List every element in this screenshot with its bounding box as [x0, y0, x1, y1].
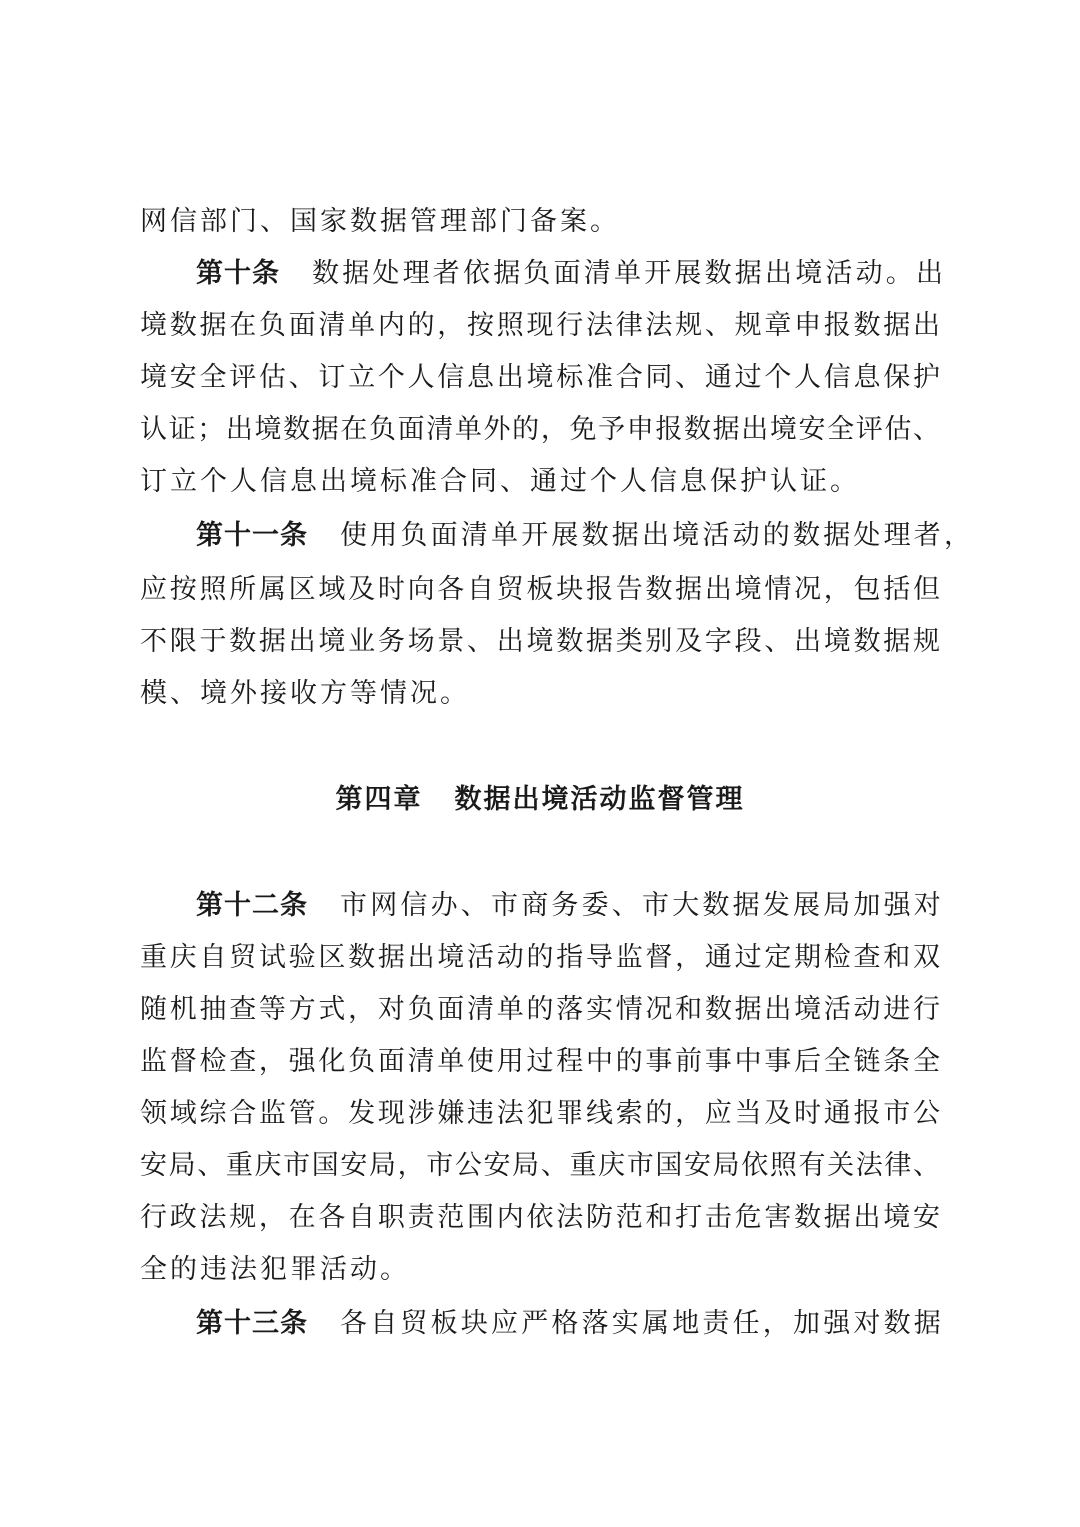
article-10-line-5: 订立个人信息出境标准合同、通过个人信息保护认证。 — [140, 466, 860, 497]
paragraph-text: 网信部门、国家数据管理部门备案。 — [140, 206, 620, 237]
chapter-title — [0, 783, 1080, 817]
article-12-heading: 第十二条 — [196, 890, 308, 921]
article-11-line-3: 不限于数据出境业务场景、出境数据类别及字段、出境数据规 — [140, 626, 940, 657]
article-11-line-1 — [140, 519, 975, 553]
chapter-number: 第四章 — [335, 784, 423, 815]
article-12-line-3: 随机抽查等方式，对负面清单的落实情况和数据出境活动进行 — [140, 994, 940, 1025]
article-13-line-1 — [140, 1307, 944, 1341]
article-12-line-6: 安局、重庆市国安局，市公安局、重庆市国安局依照有关法律、 — [140, 1150, 940, 1181]
article-11-text: 使用负面清单开展数据出境活动的数据处理者， — [340, 520, 975, 551]
article-11-line-4: 模、境外接收方等情况。 — [140, 678, 470, 709]
article-10-text: 数据处理者依据负面清单开展数据出境活动。出 — [312, 258, 947, 289]
article-12-line-5: 领域综合监管。发现涉嫌违法犯罪线索的，应当及时通报市公 — [140, 1098, 940, 1129]
paragraph-continuation — [140, 205, 620, 239]
article-13-text: 各自贸板块应严格落实属地责任，加强对数据 — [340, 1308, 944, 1339]
article-10-line-2: 境数据在负面清单内的，按照现行法律法规、规章申报数据出 — [140, 310, 940, 341]
article-12-line-7: 行政法规，在各自职责范围内依法防范和打击危害数据出境安 — [140, 1202, 940, 1233]
article-11-heading: 第十一条 — [196, 520, 308, 551]
article-10-line-3: 境安全评估、订立个人信息出境标准合同、通过个人信息保护 — [140, 362, 940, 393]
article-12-line-8: 全的违法犯罪活动。 — [140, 1254, 410, 1285]
article-13-heading: 第十三条 — [196, 1308, 308, 1339]
article-11-line-2: 应按照所属区域及时向各自贸板块报告数据出境情况，包括但 — [140, 574, 940, 605]
article-12-text: 市网信办、市商务委、市大数据发展局加强对 — [340, 890, 944, 921]
article-10-heading: 第十条 — [196, 258, 280, 289]
article-12-line-2: 重庆自贸试验区数据出境活动的指导监督，通过定期检查和双 — [140, 942, 940, 973]
article-12-line-1 — [140, 889, 944, 923]
article-10-line-4: 认证；出境数据在负面清单外的，免予申报数据出境安全评估、 — [140, 414, 940, 445]
chapter-name: 数据出境活动监督管理 — [454, 784, 745, 815]
article-12-line-4: 监督检查，强化负面清单使用过程中的事前事中事后全链条全 — [140, 1046, 940, 1077]
article-10-line-1 — [140, 257, 947, 291]
